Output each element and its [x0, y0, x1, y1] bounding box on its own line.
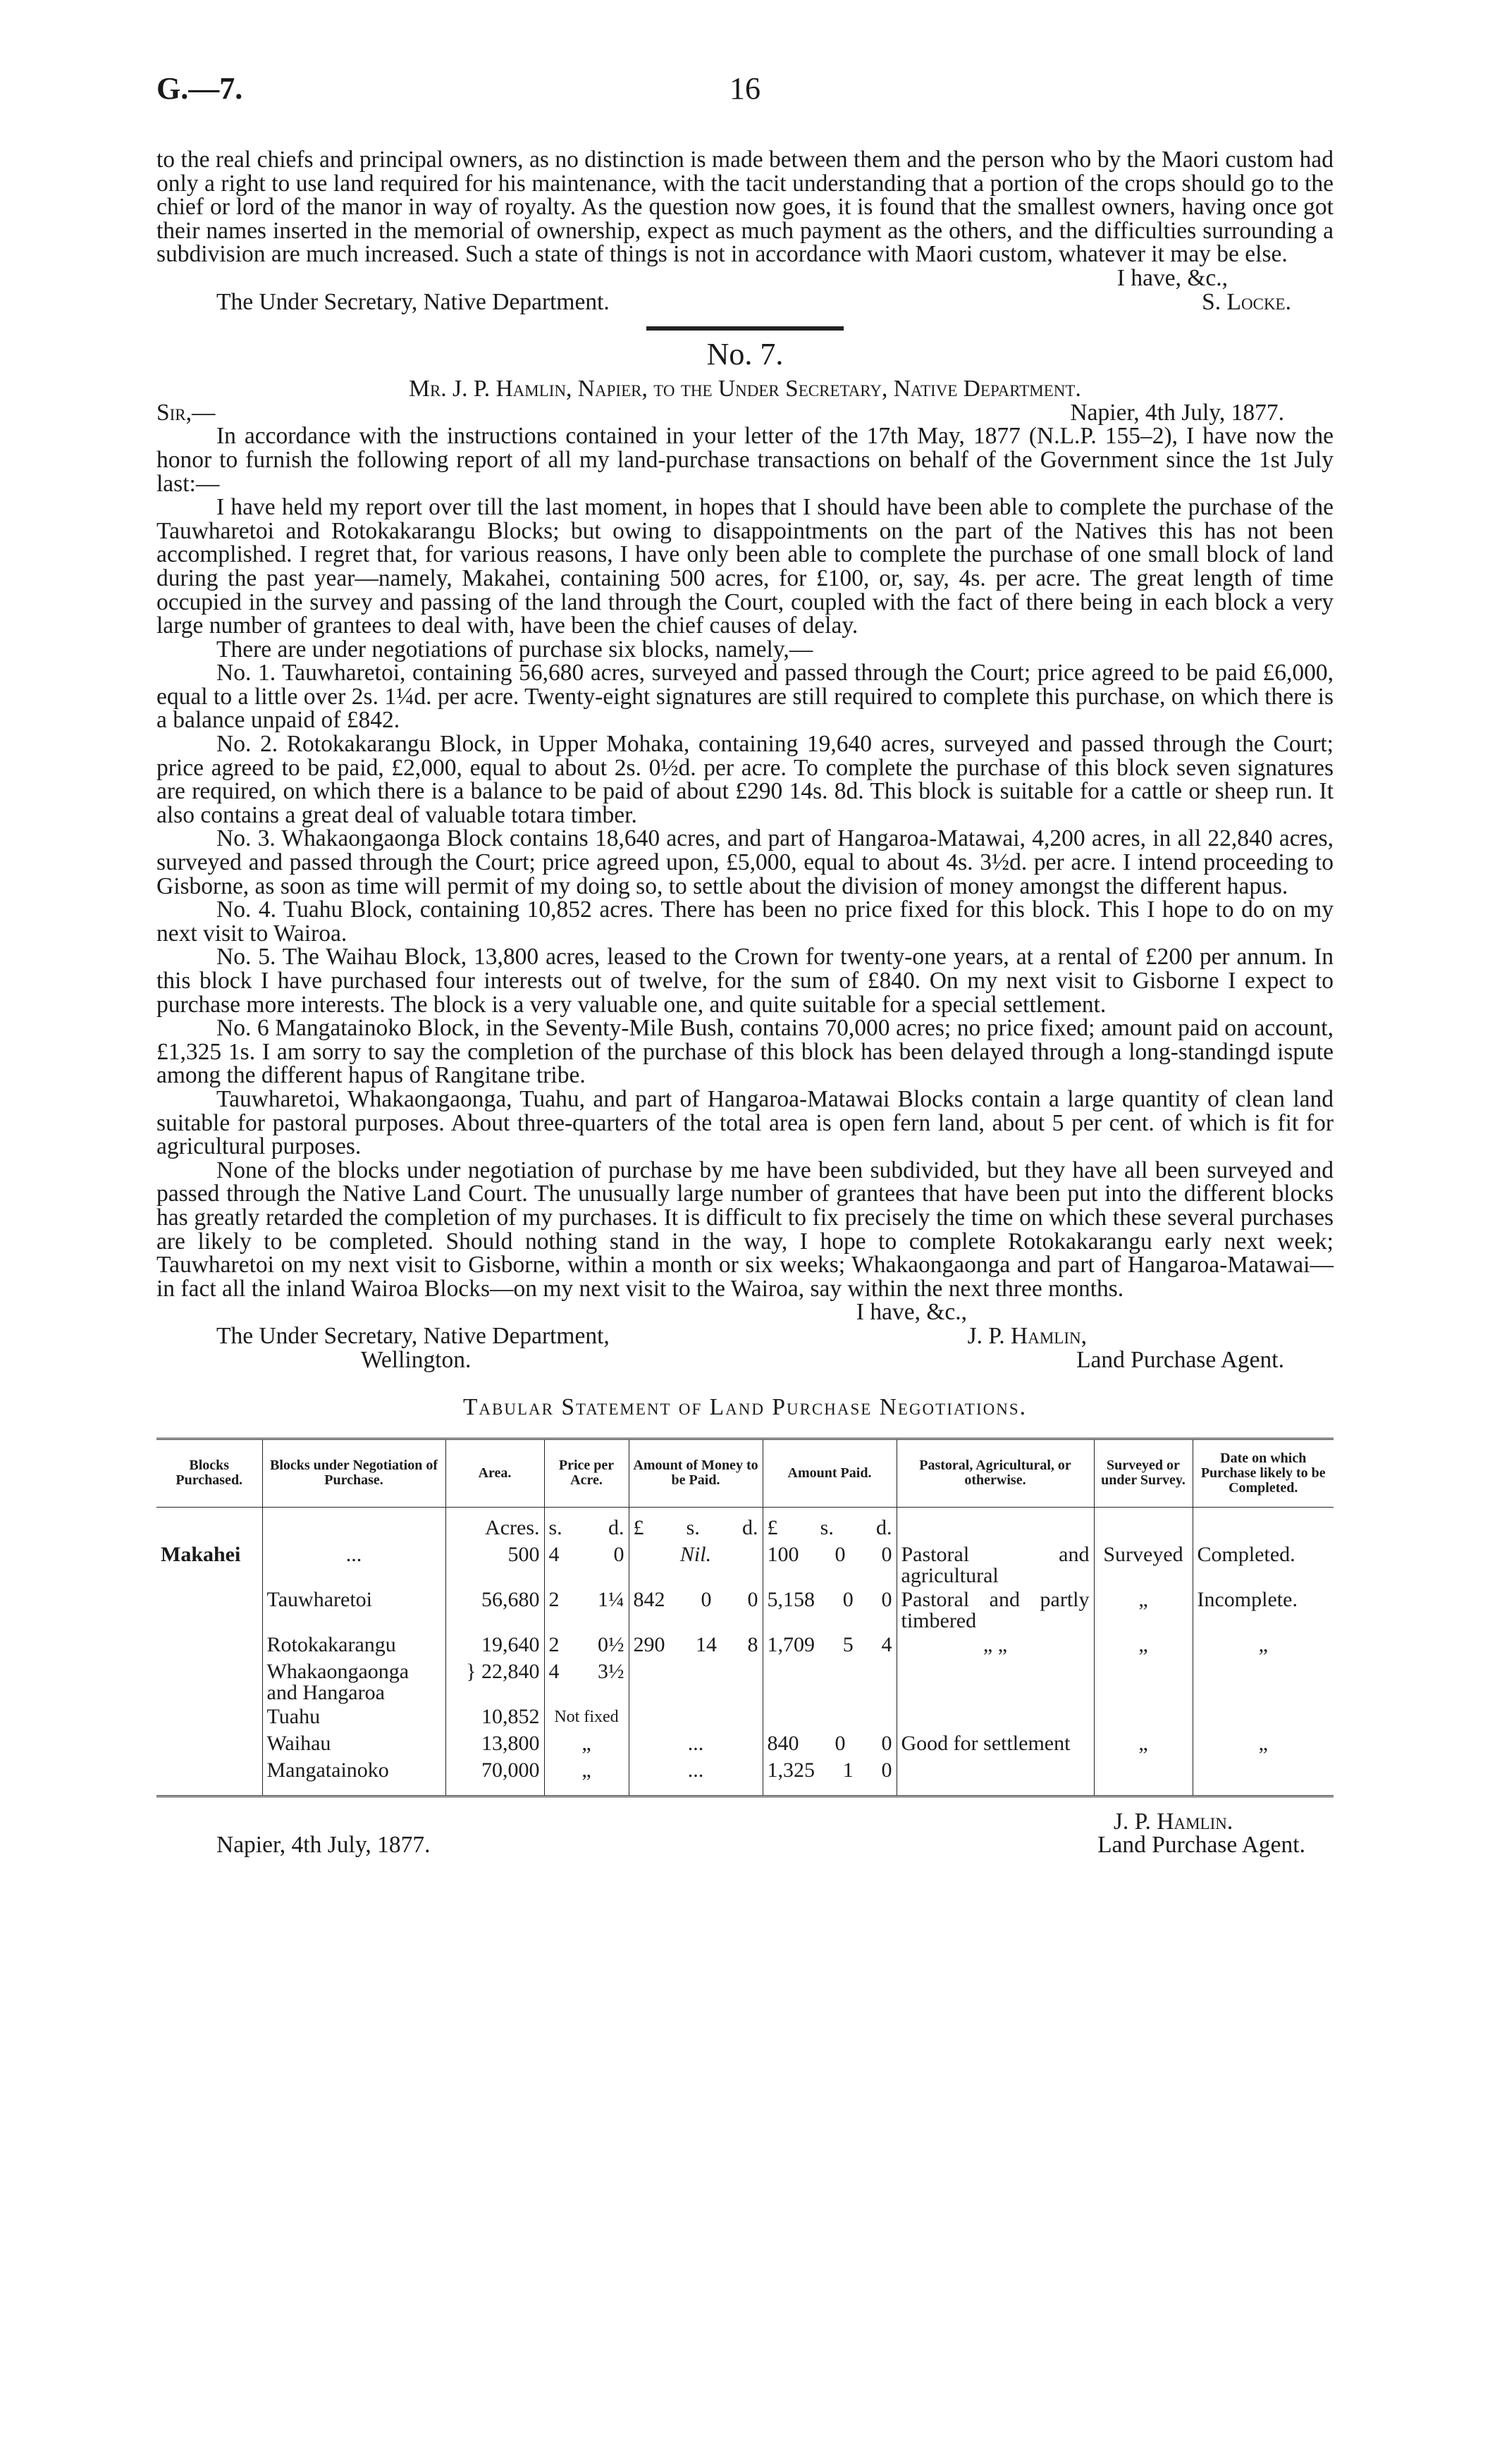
letter-closing-sign-row	[156, 1300, 1334, 1324]
cell-nature: Pastoral and agricultural	[897, 1543, 1094, 1588]
letter-paragraph: No. 6 Mangatainoko Block, in the Seventy-Mile Bush, contains 70,000 acres; no price fixed; amount paid on account, £1,325 1s. I am sorry to say the completion of the purchase of this block has been delayed through a long-standingd ispute among the different hapus of Rangitane tribe.	[156, 1015, 1334, 1089]
cell-area: } 22,840	[445, 1660, 544, 1705]
unit-s: s.	[686, 1515, 700, 1539]
cell-price-d: 0½	[598, 1632, 624, 1656]
cell-paid-l: 5,158	[767, 1587, 815, 1611]
footer-place-date: Napier, 4th July, 1877.	[216, 1832, 431, 1859]
cell-negotiation: Tauwharetoi	[262, 1588, 445, 1633]
letter-closing-signer-title: Land Purchase Agent.	[1076, 1346, 1284, 1373]
cell-price-s: 2	[548, 1587, 560, 1611]
opening-paragraph: to the real chiefs and principal owners, as no distinction is made between them and the person who by the Maori custom had only a right to use land required for his maintenance, with the tacit understanding that a portion of the crops should go to the chief or lord of the manor in way of royalty. As the question now goes, it is found that the smallest owners, having once got their names inserted in the memorial of ownership, expect as much payment as the others, and the difficulties surrounding a subdivision are much increased. Such a state of things is not in accordance with Maori custom, whatever it may be else.	[156, 147, 1334, 268]
page-header	[156, 70, 1334, 113]
column-header: Date on which Purchase likely to be Completed.	[1193, 1439, 1334, 1507]
letter-paragraph: I have held my report over till the last moment, in hopes that I should have been able to complete the purchase of the Tauwharetoi and Rotokakarangu Blocks; but owing to disappointments on the part of the Natives this has not been accomplished. I regret that, for various reasons, I have only been able to complete the purchase of one small block of land during the past year—namely, Makahei, containing 500 acres, for £100, or, say, 4s. per acre. The great length of time occupied in the survey and passing of the land through the Court, coupled with the fact of there being in each block a very large number of grantees to deal with, have been the chief causes of delay.	[156, 494, 1334, 639]
cell-purchased	[156, 1633, 262, 1660]
cell-purchased	[156, 1758, 262, 1797]
letter-closing-addressee: The Under Secretary, Native Department,	[216, 1322, 610, 1349]
cell-date: Completed.	[1193, 1543, 1334, 1588]
table-footer	[156, 1810, 1334, 1857]
cell-topay-d: 8	[747, 1632, 758, 1656]
cell-paid-s: 1	[842, 1758, 854, 1782]
page-number: 16	[729, 71, 761, 106]
letter-paragraph: None of the blocks under negotiation of purchase by me have been subdivided, but they have all been surveyed and passed through the Native Land Court. The unusually large number of grantees that have been put into the different blocks has greatly retarded the completion of my purchases. It is difficult to fix precisely the time on which these several purchases are likely to be completed. Should nothing stand in the way, I hope to complete Rotokakarangu early next week; Tauwharetoi on my next visit to Gisborne, within a month or six weeks; Whakaongaonga and part of Hangaroa-Matawai—in fact all the inland Wairoa Blocks—on my next visit to the Wairoa, say within the next three months.	[156, 1157, 1334, 1302]
table-row	[156, 1588, 1334, 1633]
cell-purchased	[156, 1705, 262, 1732]
table-header-row	[156, 1439, 1334, 1507]
cell-nature	[897, 1758, 1094, 1797]
letter-place-date: Napier, 4th July, 1877.	[1070, 399, 1284, 426]
cell-date: „	[1193, 1633, 1334, 1660]
cell-topay-l: 290	[633, 1632, 665, 1656]
cell-price-d: 3½	[598, 1659, 624, 1683]
letter-paragraph: Tauwharetoi, Whakaongaonga, Tuahu, and part of Hangaroa-Matawai Blocks contain a large quantity of clean land suitable for pastoral purposes. About three-quarters of the total area is open fern land, about 5 per cent. of which is fit for agricultural purposes.	[156, 1085, 1334, 1160]
column-header: Amount Paid.	[763, 1439, 897, 1507]
footer-signer: J. P. Hamlin.	[1113, 1808, 1233, 1835]
document-body	[156, 148, 1334, 1857]
cell-price-d: 0	[613, 1542, 624, 1566]
unit-acres: Acres.	[445, 1507, 544, 1543]
letter-paragraph: No. 5. The Waihau Block, 13,800 acres, leased to the Crown for twenty-one years, at a rental of £200 per annum. In this block I have purchased four interests out of twelve, for the sum of £840. On my next visit to Gisborne I expect to purchase more interests. The block is a very valuable one, and quite suitable for a special settlement.	[156, 944, 1334, 1018]
cell-to-pay: ...	[629, 1732, 763, 1758]
cell-area: 10,852	[445, 1705, 544, 1732]
unit-s: s.	[548, 1515, 562, 1539]
column-header: Amount of Money to be Paid.	[629, 1439, 763, 1507]
letter-number: No. 7.	[706, 337, 784, 372]
letter-closing-sign: I have, &c.,	[856, 1299, 967, 1326]
unit-d: d.	[876, 1515, 892, 1539]
unit-pound: £	[633, 1515, 644, 1539]
cell-topay-l: 842	[633, 1587, 665, 1611]
cell-negotiation: Mangatainoko	[262, 1758, 445, 1797]
closing-signer: S. Locke.	[1202, 288, 1291, 315]
table-row	[156, 1660, 1334, 1705]
table-row	[156, 1732, 1334, 1758]
letter-paragraph: There are under negotiations of purchase six blocks, namely,—	[216, 636, 813, 663]
cell-paid-s: 5	[842, 1632, 854, 1656]
cell-nature: Good for settlement	[897, 1732, 1094, 1758]
cell-price: „	[544, 1732, 629, 1758]
cell-price-d: 1¼	[598, 1587, 624, 1611]
cell-nature: Pastoral and partly timbered	[897, 1588, 1094, 1633]
letter-paragraph: No. 1. Tauwharetoi, containing 56,680 acres, surveyed and passed through the Court; price agreed to be paid £6,000, equal to a little over 2s. 1¼d. per acre. Twenty-eight signatures are still required to complete this purchase, on which there is a balance unpaid of £842.	[156, 660, 1334, 734]
closing-sign: I have, &c.,	[1116, 264, 1228, 291]
letter-closing-addressee-city: Wellington.	[361, 1346, 472, 1373]
table-row	[156, 1705, 1334, 1732]
unit-pound: £	[767, 1515, 778, 1539]
cell-surveyed: „	[1094, 1732, 1193, 1758]
salutation: Sir,—	[156, 399, 216, 426]
cell-area: 56,680	[445, 1588, 544, 1633]
cell-paid-d: 0	[881, 1542, 892, 1566]
column-header: Price per Acre.	[544, 1439, 629, 1507]
cell-area: 70,000	[445, 1758, 544, 1797]
cell-area: 500	[445, 1543, 544, 1588]
unit-s: s.	[820, 1515, 834, 1539]
column-header: Blocks under Negotiation of Purchase.	[262, 1439, 445, 1507]
section-divider	[646, 326, 844, 331]
cell-purchased	[156, 1732, 262, 1758]
letter-paragraph: No. 4. Tuahu Block, containing 10,852 acres. There has been no price fixed for this block. This I hope to do on my next visit to Wairoa.	[156, 897, 1334, 947]
column-header: Surveyed or under Survey.	[1094, 1439, 1193, 1507]
cell-paid-l: 100	[767, 1542, 799, 1566]
cell-paid-l: 1,325	[767, 1758, 815, 1782]
cell-area: 19,640	[445, 1633, 544, 1660]
cell-negotiation: Whakaongaonga and Hangaroa	[262, 1660, 445, 1705]
cell-price-s: 4	[548, 1542, 560, 1566]
cell-to-pay: ...	[629, 1758, 763, 1797]
cell-paid-d: 0	[881, 1587, 892, 1611]
footer-signer-title: Land Purchase Agent.	[1097, 1832, 1305, 1859]
cell-surveyed: „	[1094, 1588, 1193, 1633]
units-row	[156, 1507, 1334, 1543]
cell-topay-d: 0	[747, 1587, 758, 1611]
cell-price-s: 4	[548, 1659, 560, 1683]
cell-topay-s: 14	[696, 1632, 717, 1656]
cell-paid-d: 4	[881, 1632, 892, 1656]
cell-paid-l: 1,709	[767, 1632, 815, 1656]
cell-paid-s: 0	[835, 1542, 846, 1566]
cell-paid-s: 0	[842, 1587, 854, 1611]
cell-area: 13,800	[445, 1732, 544, 1758]
table-row	[156, 1758, 1334, 1797]
footer-signoff	[1097, 1810, 1305, 1857]
table-row	[156, 1633, 1334, 1660]
letter-closing-signer: J. P. Hamlin,	[967, 1322, 1087, 1349]
cell-purchased	[156, 1660, 262, 1705]
letter-closing-row-2	[156, 1348, 1334, 1372]
cell-surveyed	[1094, 1758, 1193, 1797]
cell-negotiation: Waihau	[262, 1732, 445, 1758]
column-header: Area.	[445, 1439, 544, 1507]
table-title: Tabular Statement of Land Purchase Negotiations.	[462, 1394, 1028, 1421]
cell-date: Incomplete.	[1193, 1588, 1334, 1633]
cell-purchased	[156, 1588, 262, 1633]
cell-paid-d: 0	[881, 1758, 892, 1782]
cell-date	[1193, 1758, 1334, 1797]
closing-address-row	[156, 290, 1334, 314]
cell-to-pay: Nil.	[629, 1543, 763, 1588]
cell-price-s: 2	[548, 1632, 560, 1656]
letter-paragraph: No. 2. Rotokakarangu Block, in Upper Mohaka, containing 19,640 acres, surveyed and passed through the Court; price agreed to be paid, £2,000, equal to about 2s. 0½d. per acre. To complete the purchase of this block seven signatures are required, on which there is a balance to be paid of about £290 14s. 8d. This block is suitable for a cattle or sheep run. It also contains a great deal of valuable totara timber.	[156, 731, 1334, 828]
cell-negotiation: ...	[262, 1543, 445, 1588]
cell-paid-l: 840	[767, 1731, 799, 1755]
cell-surveyed: Surveyed	[1094, 1543, 1193, 1588]
column-header: Blocks Purchased.	[156, 1439, 262, 1507]
table-body	[156, 1507, 1334, 1796]
cell-paid-s: 0	[835, 1731, 846, 1755]
negotiations-table	[156, 1438, 1334, 1797]
cell-purchased: Makahei	[161, 1542, 241, 1566]
cell-date: „	[1193, 1732, 1334, 1758]
cell-negotiation: Tuahu	[262, 1705, 445, 1732]
column-header: Pastoral, Agricultural, or otherwise.	[897, 1439, 1094, 1507]
unit-d: d.	[742, 1515, 758, 1539]
letter-paragraph: No. 3. Whakaongaonga Block contains 18,640 acres, and part of Hangaroa-Matawai, 4,200 acres, in all 22,840 acres, surveyed and passed through the Court; price agreed upon, £5,000, equal to about 4s. 3½d. per acre. I intend proceeding to Gisborne, as soon as time will permit of my doing so, to settle about the division of money amongst the different hapus.	[156, 825, 1334, 899]
letter-closing-row	[156, 1324, 1334, 1348]
document-reference: G.—7.	[156, 71, 243, 106]
unit-d: d.	[608, 1515, 624, 1539]
cell-surveyed: „	[1094, 1633, 1193, 1660]
salutation-row	[156, 401, 1334, 425]
cell-negotiation: Rotokakarangu	[262, 1633, 445, 1660]
cell-topay-s: 0	[701, 1587, 712, 1611]
cell-price: „	[544, 1758, 629, 1797]
closing-addressee: The Under Secretary, Native Department.	[216, 288, 610, 315]
closing-sign-row	[156, 266, 1334, 290]
letter-heading: Mr. J. P. Hamlin, Napier, to the Under Secretary, Native Department.	[409, 376, 1081, 402]
cell-nature: „ „	[897, 1633, 1094, 1660]
table-row	[156, 1543, 1334, 1588]
letter-paragraph: In accordance with the instructions contained in your letter of the 17th May, 1877 (N.L.P. 155–2), I have now the honor to furnish the following report of all my land-purchase transactions on behalf of the Government since the 1st July last:—	[156, 423, 1334, 497]
cell-paid-d: 0	[881, 1731, 892, 1755]
cell-price: Not fixed	[544, 1705, 629, 1732]
